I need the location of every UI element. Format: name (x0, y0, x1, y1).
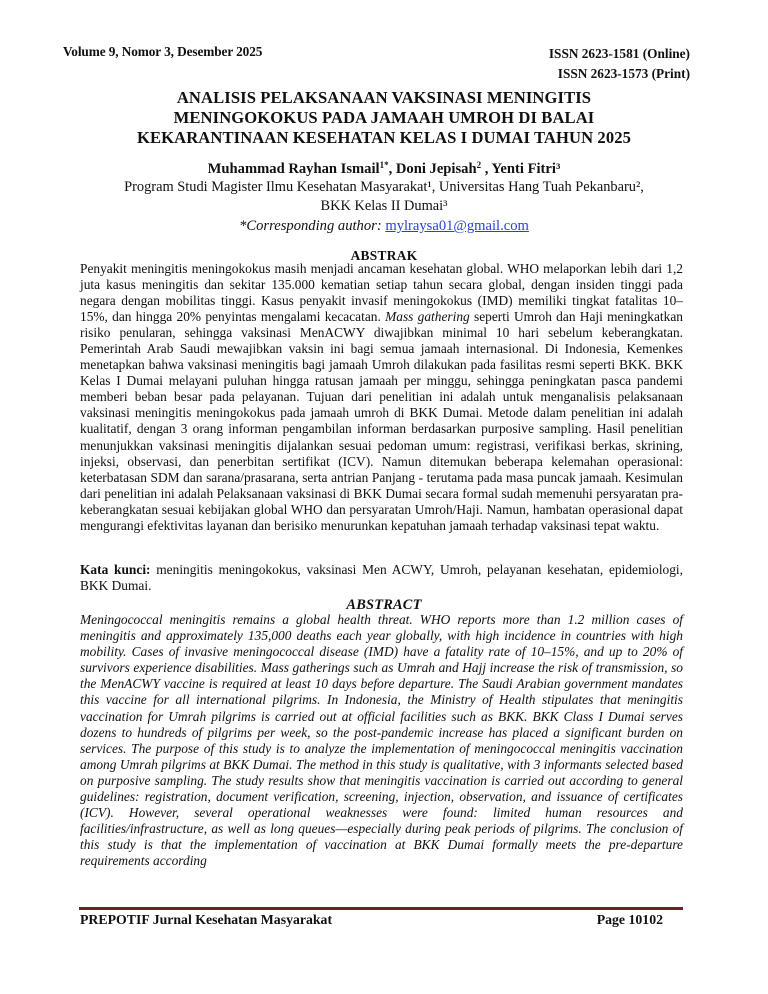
keywords (80, 562, 683, 594)
issn-print: ISSN 2623-1573 (Print) (557, 66, 690, 81)
corresponding-email-link[interactable]: mylraysa01@gmail.com (385, 218, 529, 234)
abstrak-text: Penyakit meningitis meningokokus masih menjadi ancaman kesehatan global. WHO melaporkan lebih dari 1,2 juta kasus meningitis dan sekitar 135.000 kematian setiap tahun secara global, dengan insiden tinggi pada negara dengan mobilitas tinggi. Kasus penyakit invasif meningokokus (IMD) memiliki tingkat fatalitas 10–15%, dan hingga 20% penyintas mengalami kecacatan. (80, 261, 683, 325)
title-line: ANALISIS PELAKSANAAN VAKSINASI MENINGITIS (176, 88, 592, 107)
footer-page-number: Page 10102 (596, 912, 663, 927)
affiliation-line: BKK Kelas II Dumai³ (320, 198, 448, 214)
keywords-label: Kata kunci: (80, 562, 151, 577)
abstrak-text: seperti Umroh dan Haji meningkatkan risiko penularan, sehingga vaksinasi MenACWY diwajibkan minimal 10 hari sebelum keberangkatan. Pemerintah Arab Saudi mewajibkan vaksin ini bagi semua jamaah internasional. Di Indonesia, Kemenkes menetapkan bahwa vaksinasi meningitis bagi jamaah Umroh dilakukan pada fasilitas resmi seperti BKK. BKK Kelas I Dumai melayani puluhan hingga ratusan jamaah per minggu, sehingga peningkatan pasca pandemi memberi beban besar pada pelayanan. Tujuan dari penelitian ini adalah untuk menganalisis pelaksanaan vaksinasi meningitis meningokokus pada jamaah umroh di BKK Dumai. Metode dalam penelitian ini adalah kualitatif, dengan 3 orang informan pengambilan informan berdasarkan purposive sampling. Hasil penelitian menunjukkan vaksinasi meningitis dijalankan sesuai pedoman umum: registrasi, verifikasi berkas, skrining, injeksi, observasi, dan penerbitan sertifikat (ICV). Namun ditemukan beberapa kelemahan operasional: keterbatasan SDM dan sarana/prasarana, serta antrian Panjang - terutama pada masa puncak jamaah. Kesimulan dari penelitian ini adalah Pelaksanaan vaksinasi di BKK Dumai secara formal sudah memenuhi persyaratan pra-keberangkatan sesuai kebijakan global WHO dan persyaratan Umroh/Haji. Namun, hambatan operasional dapat mengurangi efektivitas layanan dan berisiko menurunkan kepatuhan jamaah terhadap vaksinasi tepat waktu. (80, 309, 683, 533)
author-list (40, 160, 728, 178)
author-affiliation-mark: 2 (476, 160, 482, 170)
article-title (40, 88, 728, 148)
abstrak-body (80, 261, 683, 534)
author-separator: , (388, 161, 396, 177)
author-separator: , (484, 161, 492, 177)
author-affiliation-mark: 1* (379, 160, 389, 170)
abstract-heading: ABSTRACT (346, 597, 422, 613)
corresponding-author (40, 218, 728, 235)
author-name: Muhammad Rayhan Ismail (207, 161, 380, 177)
abstrak-italic-term: Mass gathering (385, 309, 470, 325)
issn-online: ISSN 2623-1581 (Online) (548, 46, 690, 61)
footer-journal-name: PREPOTIF Jurnal Kesehatan Masyarakat (80, 912, 333, 927)
author-name: Yenti Fitri (491, 161, 556, 177)
abstrak-heading: ABSTRAK (350, 248, 418, 263)
author-name: Doni Jepisah (395, 161, 477, 177)
footer-divider (79, 907, 683, 910)
title-line: KEKARANTINAAN KESEHATAN KELAS I DUMAI TAHUN 2025 (136, 128, 632, 147)
issn-block (490, 44, 690, 84)
volume-issue: Volume 9, Nomor 3, Desember 2025 (63, 44, 263, 59)
affiliations (40, 178, 728, 216)
corresponding-label: *Corresponding author: (239, 218, 382, 234)
abstract-body: Meningococcal meningitis remains a global health threat. WHO reports more than 1.2 million cases of meningitis and approximately 135,000 deaths each year globally, with high incidence in countries with high mobility. Cases of invasive meningococcal disease (IMD) have a fatality rate of 10–15%, and up to 20% of survivors experience disabilities. Mass gatherings such as Umrah and Hajj increase the risk of transmission, so the MenACWY vaccine is required at least 10 days before departure. The Saudi Arabian government mandates this vaccine for all international pilgrims. In Indonesia, the Ministry of Health stipulates that meningitis vaccination for Umrah pilgrims is carried out at official facilities such as BKK. BKK Class I Dumai serves dozens to hundreds of pilgrims per week, so the post-pandemic increase has placed a significant burden on services. The purpose of this study is to analyze the implementation of meningococcal meningitis vaccination among Umrah pilgrims at BKK Dumai. The method in this study is qualitative, with 3 informants selected based on purposive sampling. The study results show that meningitis vaccination is carried out according to general guidelines: registration, document verification, screening, injection, observation, and issuance of certificates (ICV). However, several operational weaknesses were found: limited human resources and facilities/infrastructure, as well as long queues—especially during peak periods of pilgrims. The conclusion of this study is that the implementation of vaccination at BKK Dumai formally meets the pre-departure requirements according (80, 612, 683, 869)
affiliation-line: Program Studi Magister Ilmu Kesehatan Masyarakat¹, Universitas Hang Tuah Pekanbaru², (124, 179, 644, 195)
keywords-text: meningitis meningokokus, vaksinasi Men ACWY, Umroh, pelayanan kesehatan, epidemiologi, BKK Dumai. (80, 562, 683, 593)
title-line: MENINGOKOKUS PADA JAMAAH UMROH DI BALAI (173, 108, 595, 127)
author-affiliation-mark: ³ (555, 161, 561, 177)
